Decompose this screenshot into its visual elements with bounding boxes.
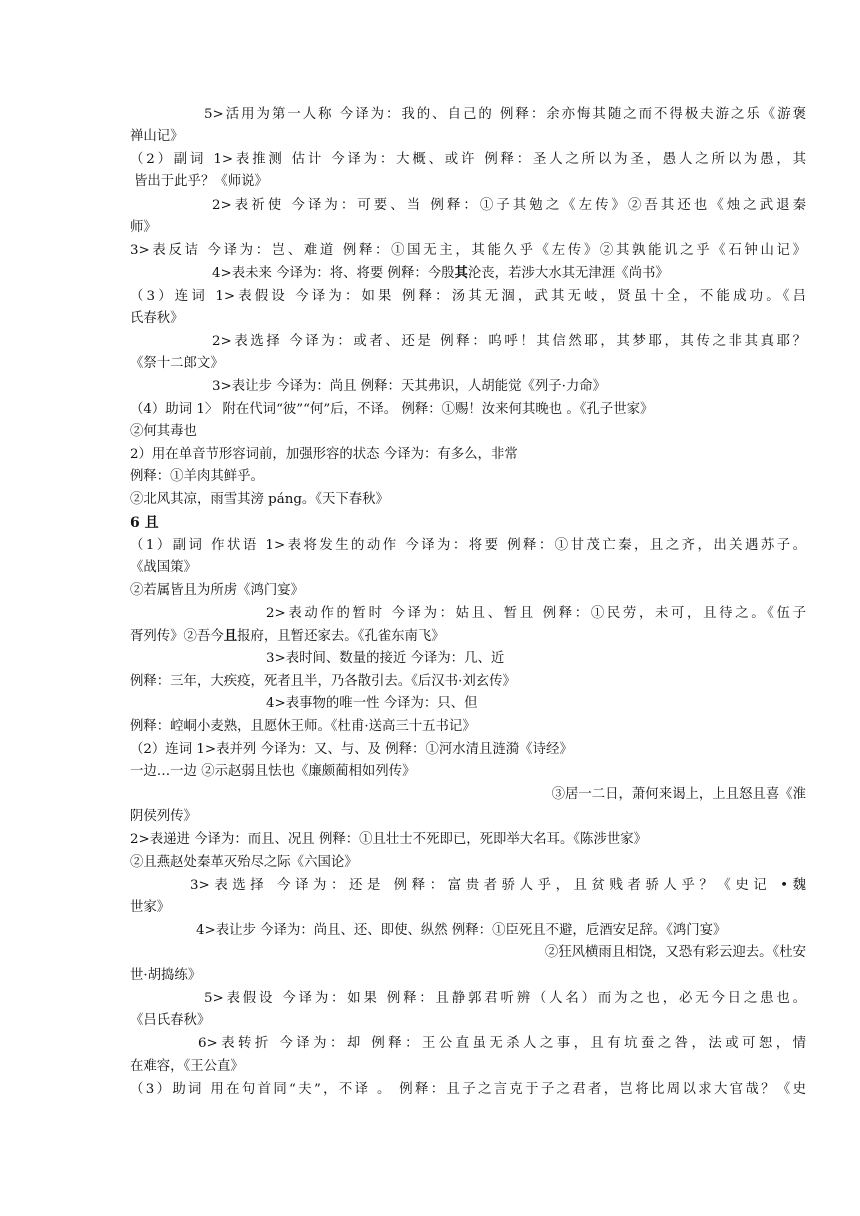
text-line: 2）用在单音节形容词前，加强形容的状态 今译为：有多么，非常 [130, 447, 518, 462]
text-line: ③居一二日，萧何来谒上，上且怒且喜《淮 [551, 787, 806, 802]
emphasis-character: 且 [223, 628, 238, 644]
text-line: （3）连词 1>表假设 今译为：如果 例释：汤其无涸，武其无岐，贤虽十全，不能成功。《吕 [130, 289, 806, 304]
text-line: 3>表时间、数量的接近 今译为：几、近 [266, 651, 505, 666]
text-line [212, 262, 806, 285]
text-span: 胥列传》②吾今 [130, 629, 224, 644]
text-line: 3>表反诘 今译为：岂、难道 例释：①国无主，其能久乎《左传》②其孰能讥之乎《石钟山记》 [130, 243, 806, 258]
text-line: 6>表转折 今译为：却 例释：王公直虽无杀人之事，且有坑蚕之咎，法或可恕，情 [198, 1036, 806, 1051]
text-line: 阴侯列传》 [130, 809, 197, 824]
text-line: （2）副词 1>表推测 估计 今译为：大概、或许 例释：圣人之所以为圣，愚人之所以为愚，其 [130, 152, 806, 167]
text-line: 氏春秋》 [130, 311, 184, 326]
text-line: 2>表祈使 今译为：可要、当 例释：①子其勉之《左传》②吾其还也《烛之武退秦 [212, 198, 806, 213]
text-line: 4>表事物的唯一性 今译为：只、但 [266, 696, 478, 711]
text-line: （3）助词 用在句首同“夫”，不译 。 例释：且子之言克于子之君者，岂将比周以求大官哉？《史 [130, 1082, 806, 1097]
text-line: ②北风其凉，雨雪其滂 páng。《天下春秋》 [130, 492, 389, 507]
text-line: 皆出于此乎？《师说》 [134, 174, 268, 189]
text-line: ②何其毒也 [130, 424, 197, 439]
text-line: 世家》 [130, 900, 171, 915]
section-heading: 6 且 [130, 515, 159, 531]
text-line: ②若属皆且为所虏《鸿门宴》 [130, 583, 305, 598]
text-line: 在难容，《王公直》 [130, 1059, 244, 1074]
text-line: 2>表递进 今译为：而且、况且 例释：①且壮士不死即已，死即举大名耳。《陈涉世家》 [130, 832, 648, 847]
emphasis-character: 其 [454, 265, 468, 281]
text-line: 《吕氏春秋》 [130, 1013, 211, 1028]
text-line: （1）副词 作状语 1>表将发生的动作 今译为：将要 例释：①甘茂亡秦，且之齐，出关遇苏子。 [130, 538, 806, 553]
text-line: 例释：①羊肉其鲜乎。 [130, 469, 264, 484]
text-line: 一边…一边 ②示赵弱且怯也《廉颇蔺相如列传》 [130, 764, 416, 779]
text-line: 世·胡捣练》 [130, 968, 202, 983]
text-line: 5>表假设 今译为：如果 例释：且静郭君听辨（人名）而为之也，必无今日之患也。 [204, 991, 806, 1006]
text-line: 2>表选择 今译为：或者、还是 例释：呜呼！其信然耶，其梦耶，其传之非其真耶？ [212, 334, 806, 349]
text-line: 3>表让步 今译为：尚且 例释：天其弗识，人胡能觉《列子·力命》 [212, 379, 607, 394]
text-line: 例释：崆峒小麦熟，且愿休王师。《杜甫·送高三十五书记》 [130, 719, 476, 734]
text-line: 4>表让步 今译为：尚且、还、即使、纵然 例释：①臣死且不避，卮酒安足辞。《鸿门宴》 [196, 923, 727, 938]
text-line [130, 625, 806, 648]
text-line: 《祭十二郎文》 [130, 356, 224, 371]
text-line: ②且燕赵处秦革灭殆尽之际《六国论》 [130, 855, 358, 870]
text-line: 5>活用为第一人称 今译为：我的、自己的 例释：余亦悔其随之而不得极夫游之乐《游褒 [204, 107, 806, 122]
text-span: 4>表未来 今译为：将、将要 例释：今殷 [212, 266, 455, 281]
text-line: 师》 [130, 220, 157, 235]
text-span: 沦丧，若涉大水其无津涯《尚书》 [467, 266, 669, 281]
text-line: ②狂风横雨且相饶，又恐有彩云迎去。《杜安 [544, 945, 806, 960]
text-line: 例释：三年，大疾疫，死者且半，乃各散引去。《后汉书·刘玄传》 [130, 674, 516, 689]
text-line: 禅山记》 [130, 129, 184, 144]
text-line: 2>表动作的暂时 今译为：姑且、暂且 例释：①民劳，未可，且待之。《伍子 [266, 606, 806, 621]
text-line: 3>表选择 今译为：还是 例释：富贵者骄人乎，且贫贱者骄人乎？《史记 •魏 [190, 878, 806, 893]
text-span: 报府，且暂还家去。《孔雀东南飞》 [237, 629, 445, 644]
text-line: （2）连词 1>表并列 今译为：又、与、及 例释：①河水清且涟漪《诗经》 [130, 742, 573, 757]
text-line: （4）助词 1〉 附在代词“彼”“何”后，不译。 例释：①赐！汝来何其晚也 。《孔子世家》 [130, 402, 654, 417]
text-line: 《战国策》 [130, 560, 197, 575]
